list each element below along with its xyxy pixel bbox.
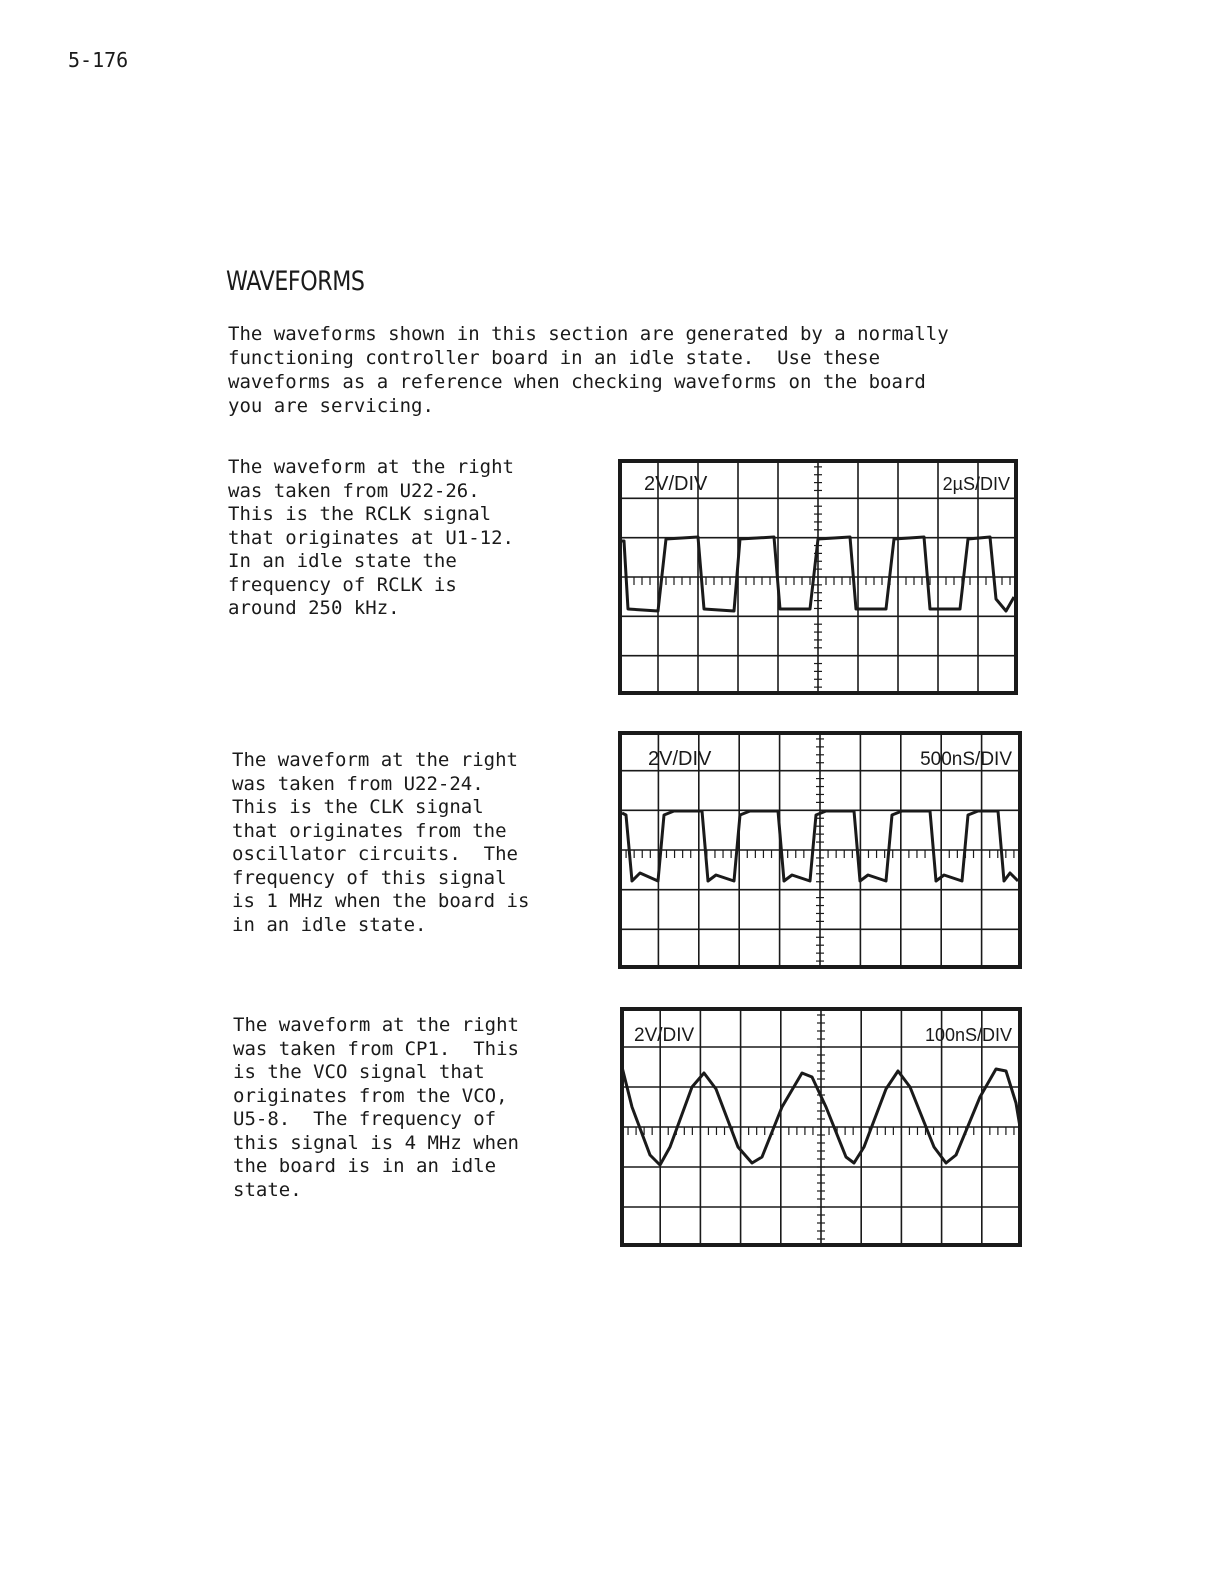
page-number: 5-176 — [68, 48, 129, 72]
waveform-2-graticule — [618, 731, 1022, 969]
intro-paragraph: The waveforms shown in this section are generated by a normally functioning controller board in an idle state. Use these waveforms as a reference when checking waveforms on the board you are servicing. — [228, 323, 949, 417]
section-title: WAVEFORMS — [226, 266, 365, 297]
time-per-div-label: 500nS/DIV — [920, 749, 1012, 770]
volts-per-div-label: 2V/DIV — [634, 1025, 695, 1046]
waveform-3-graticule — [620, 1007, 1022, 1247]
waveform-1-scope — [618, 459, 1018, 695]
waveform-2-description: The waveform at the right was taken from U22-24. This is the CLK signal that originates from the oscillator circuits. The frequency of this signal is 1 MHz when the board is in an idle state. — [232, 749, 530, 936]
waveform-3-description: The waveform at the right was taken from CP1. This is the VCO signal that originates from the VCO, U5-8. The frequency of this signal is 4 MHz when the board is in an idle state. — [233, 1014, 519, 1201]
volts-per-div-label: 2V/DIV — [648, 748, 712, 770]
waveform-1-description: The waveform at the right was taken from U22-26. This is the RCLK signal that originates at U1-12. In an idle state the frequency of RCLK is around 250 kHz. — [228, 456, 514, 619]
time-per-div-label: 100nS/DIV — [924, 1025, 1012, 1045]
waveform-1-graticule — [618, 459, 1018, 695]
volts-per-div-label: 2V/DIV — [644, 473, 708, 495]
waveform-2-scope — [618, 731, 1022, 969]
time-per-div-label: 2µS/DIV — [942, 474, 1010, 494]
waveform-3-scope — [620, 1007, 1022, 1247]
